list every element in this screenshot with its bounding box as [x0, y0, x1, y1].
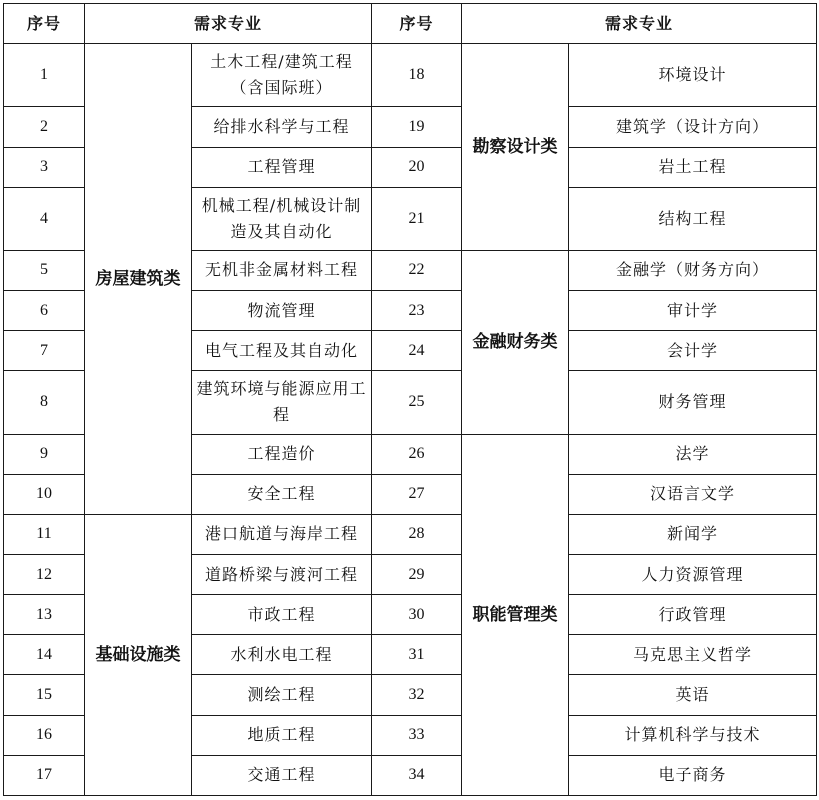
major-cell: 市政工程 [192, 595, 372, 635]
major-cell: 行政管理 [569, 595, 817, 635]
row-number: 3 [4, 147, 85, 187]
row-number: 25 [372, 371, 462, 434]
row-number: 23 [372, 291, 462, 331]
category-survey-design: 勘察设计类 [462, 44, 569, 251]
major-cell: 道路桥梁与渡河工程 [192, 554, 372, 594]
row-number: 11 [4, 514, 85, 554]
row-number: 28 [372, 514, 462, 554]
major-cell: 英语 [569, 675, 817, 715]
header-row [4, 4, 817, 44]
row-number: 1 [4, 44, 85, 107]
row-number: 16 [4, 715, 85, 755]
header-major-left: 需求专业 [85, 4, 372, 44]
major-cell: 交通工程 [192, 755, 372, 795]
table-row [4, 44, 817, 107]
header-index-right: 序号 [372, 4, 462, 44]
major-cell: 岩土工程 [569, 147, 817, 187]
major-cell: 电子商务 [569, 755, 817, 795]
major-cell: 财务管理 [569, 371, 817, 434]
major-cell: 新闻学 [569, 514, 817, 554]
row-number: 34 [372, 755, 462, 795]
category-infrastructure: 基础设施类 [85, 514, 192, 795]
major-cell: 审计学 [569, 291, 817, 331]
row-number: 2 [4, 107, 85, 147]
major-cell: 法学 [569, 434, 817, 474]
header-major-right: 需求专业 [462, 4, 817, 44]
row-number: 10 [4, 474, 85, 514]
header-index-left: 序号 [4, 4, 85, 44]
row-number: 8 [4, 371, 85, 434]
major-cell: 机械工程/机械设计制造及其自动化 [192, 187, 372, 250]
row-number: 13 [4, 595, 85, 635]
major-cell: 安全工程 [192, 474, 372, 514]
row-number: 6 [4, 291, 85, 331]
row-number: 5 [4, 250, 85, 290]
row-number: 26 [372, 434, 462, 474]
major-cell: 计算机科学与技术 [569, 715, 817, 755]
row-number: 32 [372, 675, 462, 715]
major-cell: 金融学（财务方向） [569, 250, 817, 290]
row-number: 17 [4, 755, 85, 795]
row-number: 7 [4, 331, 85, 371]
row-number: 19 [372, 107, 462, 147]
category-management: 职能管理类 [462, 434, 569, 795]
table-row [4, 514, 817, 554]
major-cell: 建筑环境与能源应用工程 [192, 371, 372, 434]
row-number: 9 [4, 434, 85, 474]
major-cell: 人力资源管理 [569, 554, 817, 594]
row-number: 22 [372, 250, 462, 290]
major-cell: 测绘工程 [192, 675, 372, 715]
major-cell: 马克思主义哲学 [569, 635, 817, 675]
major-cell: 土木工程/建筑工程（含国际班） [192, 44, 372, 107]
major-cell: 无机非金属材料工程 [192, 250, 372, 290]
major-cell: 港口航道与海岸工程 [192, 514, 372, 554]
major-cell: 工程管理 [192, 147, 372, 187]
major-cell: 建筑学（设计方向） [569, 107, 817, 147]
row-number: 15 [4, 675, 85, 715]
major-cell: 地质工程 [192, 715, 372, 755]
major-cell: 物流管理 [192, 291, 372, 331]
row-number: 30 [372, 595, 462, 635]
majors-table [3, 3, 817, 796]
row-number: 20 [372, 147, 462, 187]
row-number: 27 [372, 474, 462, 514]
row-number: 21 [372, 187, 462, 250]
row-number: 29 [372, 554, 462, 594]
row-number: 33 [372, 715, 462, 755]
row-number: 14 [4, 635, 85, 675]
major-cell: 结构工程 [569, 187, 817, 250]
major-cell: 环境设计 [569, 44, 817, 107]
row-number: 31 [372, 635, 462, 675]
row-number: 24 [372, 331, 462, 371]
major-cell: 给排水科学与工程 [192, 107, 372, 147]
major-cell: 工程造价 [192, 434, 372, 474]
major-cell: 会计学 [569, 331, 817, 371]
category-finance: 金融财务类 [462, 250, 569, 434]
row-number: 12 [4, 554, 85, 594]
category-housing: 房屋建筑类 [85, 44, 192, 515]
major-cell: 水利水电工程 [192, 635, 372, 675]
row-number: 18 [372, 44, 462, 107]
major-cell: 电气工程及其自动化 [192, 331, 372, 371]
major-cell: 汉语言文学 [569, 474, 817, 514]
row-number: 4 [4, 187, 85, 250]
